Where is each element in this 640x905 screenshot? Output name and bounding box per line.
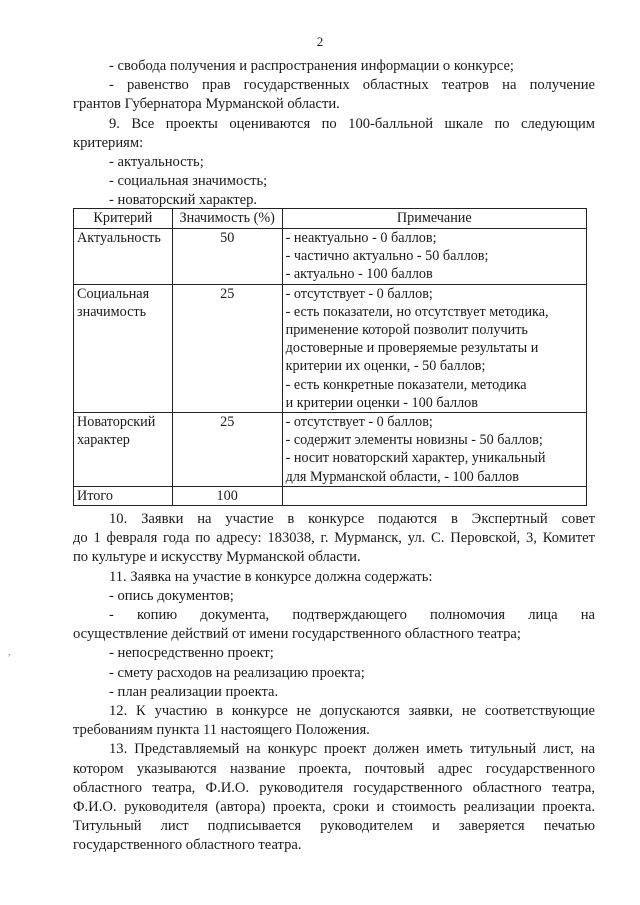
criterion-cell	[74, 284, 173, 412]
total-weight: 100	[172, 486, 282, 505]
item-13-line: Титульный лист подписывается руководителем и заверяется печатью	[73, 818, 595, 835]
table-row	[74, 413, 587, 487]
intro-section	[73, 57, 595, 211]
note-line: и критерии оценки - 100 баллов	[285, 394, 478, 411]
item-10-line1: 10. Заявки на участие в конкурсе подаются в Экспертный совет	[109, 511, 595, 527]
item-9-line1: 9. Все проекты оцениваются по 100-балльной шкале по следующим	[109, 115, 595, 132]
table-row	[74, 284, 587, 412]
list-item-budget: - смету расходов на реализацию проекта;	[109, 664, 365, 681]
note-line: - частично актуально - 50 баллов;	[285, 248, 489, 265]
note-line: достоверные и проверяемые результаты и	[285, 340, 539, 357]
note-line: - неактуально - 0 баллов;	[285, 230, 437, 246]
note-cell	[282, 413, 586, 487]
weight-cell: 25	[172, 413, 282, 487]
note-line: - есть конкретные показатели, методика	[285, 376, 527, 393]
criterion-name: значимость	[77, 303, 147, 320]
header-weight: Значимость (%)	[172, 209, 282, 229]
note-line: - есть показатели, но отсутствует методика,	[285, 303, 549, 320]
bullet-equal-rights-line2: грантов Губернатора Мурманской области.	[73, 96, 340, 113]
item-13-line: государственного областного театра.	[73, 837, 302, 854]
table-header-row	[74, 209, 587, 229]
note-line: - содержит элементы новизны - 50 баллов;	[285, 432, 543, 449]
list-item-copy-line2: осуществление действий от имени государственного областного театра;	[73, 626, 521, 643]
list-item-project: - непосредственно проект;	[109, 645, 274, 662]
item-9-line2: критериям:	[73, 134, 144, 151]
note-line: критерии их оценки, - 50 баллов;	[285, 358, 486, 375]
list-item-copy-line1: - копию документа, подтверждающего полномочия лица на	[109, 607, 595, 624]
criteria-list-item: - актуальность;	[109, 154, 204, 171]
note-line: - актуально - 100 баллов	[285, 266, 433, 283]
criterion-name: Актуальность	[77, 230, 161, 246]
table-total-row	[74, 486, 587, 505]
note-cell	[282, 284, 586, 412]
total-label: Итого	[74, 486, 173, 505]
item-12-line1: 12. К участию в конкурсе не допускаются заявки, не соответствующие	[109, 703, 595, 720]
item-13-line: 13. Представляемый на конкурс проект должен иметь титульный лист, на	[109, 741, 595, 758]
item-10-line3: по культуре и искусству Мурманской области.	[73, 549, 361, 566]
item-13-line: областного театра, Ф.И.О. руководителя государственного областного театра,	[73, 779, 595, 796]
item-13-line: Ф.И.О. руководителя (автора) проекта, сроки и стоимость реализации проекта.	[73, 799, 595, 816]
bullet-info-freedom: - свобода получения и распространения информации о конкурсе;	[109, 58, 514, 74]
item-10-line2: до 1 февраля года по адресу: 183038, г. Мурманск, ул. С. Перовской, 3, Комитет	[73, 530, 595, 547]
item-11: 11. Заявка на участие в конкурсе должна содержать:	[109, 568, 433, 585]
list-item-plan: - план реализации проекта.	[109, 683, 279, 700]
note-line: - носит новаторский характер, уникальный	[285, 450, 546, 467]
applications-section	[73, 510, 595, 856]
header-note: Примечание	[282, 209, 586, 229]
scan-artifact: ,	[8, 647, 11, 657]
criteria-list-item: - социальная значимость;	[109, 173, 268, 190]
header-criterion: Критерий	[74, 209, 173, 229]
table-row	[74, 229, 587, 285]
note-line: - отсутствует - 0 баллов;	[285, 414, 433, 431]
criteria-table	[73, 208, 587, 506]
page-number: 2	[316, 34, 324, 49]
criterion-name: Социальная	[77, 285, 150, 302]
criterion-name: Новаторский	[77, 414, 156, 431]
total-note	[282, 486, 586, 505]
item-12-line2: требованиям пункта 11 настоящего Положения.	[73, 722, 370, 739]
criterion-cell	[74, 413, 173, 487]
item-13-line: котором указываются название проекта, почтовый адрес государственного	[73, 760, 595, 777]
criterion-name: характер	[77, 432, 130, 449]
criteria-list-item: - новаторский характер.	[109, 192, 258, 209]
weight-cell: 50	[172, 229, 282, 285]
note-line: для Мурманской области, - 100 баллов	[285, 468, 519, 485]
note-cell	[282, 229, 586, 285]
bullet-equal-rights-line1: - равенство прав государственных областных театров на получение	[109, 77, 595, 94]
note-line: применение которой позволит получить	[285, 322, 528, 339]
criterion-cell	[74, 229, 173, 285]
weight-cell: 25	[172, 284, 282, 412]
list-item-inventory: - опись документов;	[109, 587, 234, 604]
note-line: - отсутствует - 0 баллов;	[285, 285, 433, 302]
